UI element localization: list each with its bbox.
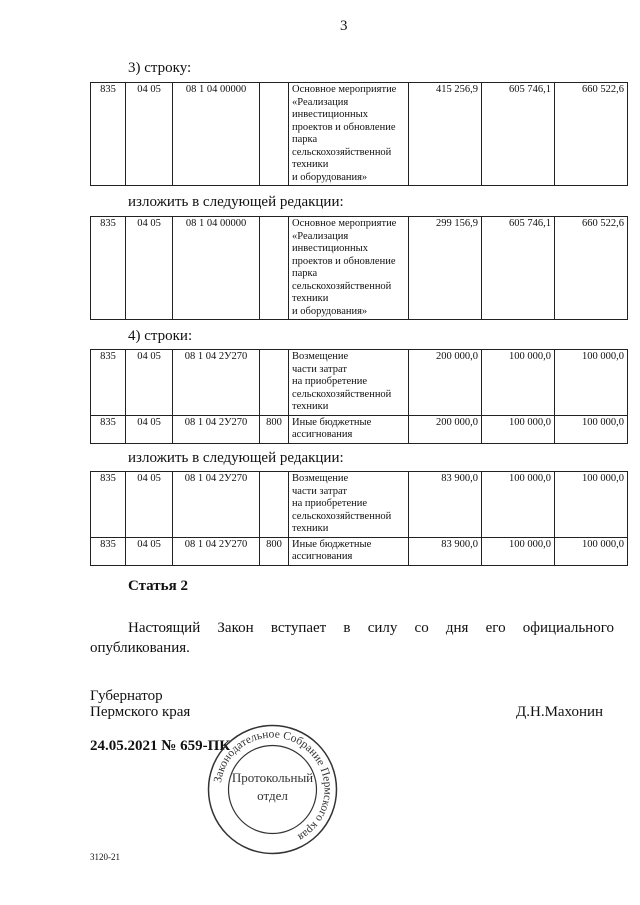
table-new-row-3: [90, 216, 628, 320]
governor-title-line-1: Губернатор: [90, 688, 163, 704]
table-old-rows-4: [90, 349, 628, 444]
stamp-seal: [205, 722, 340, 857]
cell-target-article: 08 1 04 2У270: [173, 472, 260, 538]
stamp-center-line-2: отдел: [257, 788, 288, 803]
cell-admin-code: 835: [91, 217, 126, 320]
cell-amount-year1: 299 156,9: [409, 217, 482, 320]
cell-amount-year2: 100 000,0: [482, 350, 555, 416]
edit-label-2: изложить в следующей редакции:: [128, 450, 344, 466]
cell-amount-year3: 100 000,0: [555, 472, 628, 538]
cell-section: 04 05: [126, 217, 173, 320]
page-number: 3: [340, 18, 348, 34]
edit-label-1: изложить в следующей редакции:: [128, 194, 344, 210]
table-row: [91, 350, 628, 416]
cell-section: 04 05: [126, 537, 173, 565]
cell-amount-year1: 83 900,0: [409, 537, 482, 565]
cell-section: 04 05: [126, 415, 173, 443]
cell-admin-code: 835: [91, 350, 126, 416]
cell-admin-code: 835: [91, 415, 126, 443]
cell-expense-type: [260, 217, 289, 320]
cell-amount-year3: 660 522,6: [555, 217, 628, 320]
cell-amount-year2: 100 000,0: [482, 415, 555, 443]
cell-target-article: 08 1 04 2У270: [173, 415, 260, 443]
table-old-row-3: [90, 82, 628, 186]
cell-amount-year3: 100 000,0: [555, 537, 628, 565]
cell-expense-type: [260, 83, 289, 186]
cell-amount-year2: 605 746,1: [482, 83, 555, 186]
cell-name: Иные бюджетные ассигнования: [289, 537, 409, 565]
table-row: [91, 217, 628, 320]
table-row: [91, 537, 628, 565]
table-row: [91, 83, 628, 186]
cell-amount-year2: 100 000,0: [482, 472, 555, 538]
section-4-label: 4) строки:: [128, 328, 193, 344]
cell-expense-type: [260, 350, 289, 416]
signatory-name: Д.Н.Махонин: [516, 704, 604, 720]
stamp-graphic: [205, 722, 340, 857]
cell-amount-year1: 415 256,9: [409, 83, 482, 186]
cell-amount-year1: 200 000,0: [409, 415, 482, 443]
cell-target-article: 08 1 04 00000: [173, 217, 260, 320]
stamp-center-line-1: Протокольный: [231, 770, 314, 785]
cell-expense-type: 800: [260, 415, 289, 443]
cell-amount-year3: 100 000,0: [555, 415, 628, 443]
cell-target-article: 08 1 04 00000: [173, 83, 260, 186]
table-row: [91, 472, 628, 538]
cell-target-article: 08 1 04 2У270: [173, 537, 260, 565]
cell-amount-year1: 83 900,0: [409, 472, 482, 538]
cell-amount-year2: 605 746,1: [482, 217, 555, 320]
cell-admin-code: 835: [91, 83, 126, 186]
cell-expense-type: [260, 472, 289, 538]
cell-section: 04 05: [126, 83, 173, 186]
governor-title: [90, 688, 190, 720]
cell-expense-type: 800: [260, 537, 289, 565]
cell-name: Основное мероприятие «Реализация инвестиционных проектов и обновление парка сельскохозяйственной техники и оборудования»: [289, 83, 409, 186]
law-text-line-1: Настоящий Закон вступает в силу со дня его официального: [128, 620, 614, 636]
cell-name: Возмещение части затрат на приобретение сельскохозяйственной техники: [289, 350, 409, 416]
cell-target-article: 08 1 04 2У270: [173, 350, 260, 416]
law-text-line-2: опубликования.: [90, 640, 190, 656]
law-text: [90, 618, 614, 658]
date-and-number: 24.05.2021 № 659-ПК: [90, 738, 231, 754]
stamp-ring-text: Законодательное Собрание Пермского края: [211, 728, 334, 844]
cell-amount-year3: 660 522,6: [555, 83, 628, 186]
cell-name: Основное мероприятие «Реализация инвестиционных проектов и обновление парка сельскохозяйственной техники и оборудования»: [289, 217, 409, 320]
table-new-rows-4: [90, 471, 628, 566]
cell-amount-year1: 200 000,0: [409, 350, 482, 416]
cell-admin-code: 835: [91, 472, 126, 538]
cell-section: 04 05: [126, 350, 173, 416]
table-row: [91, 415, 628, 443]
article-heading: Статья 2: [128, 578, 188, 594]
cell-admin-code: 835: [91, 537, 126, 565]
cell-amount-year2: 100 000,0: [482, 537, 555, 565]
governor-title-line-2: Пермского края: [90, 704, 191, 720]
document-code: 3120-21: [90, 852, 120, 862]
cell-name: Иные бюджетные ассигнования: [289, 415, 409, 443]
cell-name: Возмещение части затрат на приобретение сельскохозяйственной техники: [289, 472, 409, 538]
cell-section: 04 05: [126, 472, 173, 538]
section-3-label: 3) строку:: [128, 60, 192, 76]
cell-amount-year3: 100 000,0: [555, 350, 628, 416]
